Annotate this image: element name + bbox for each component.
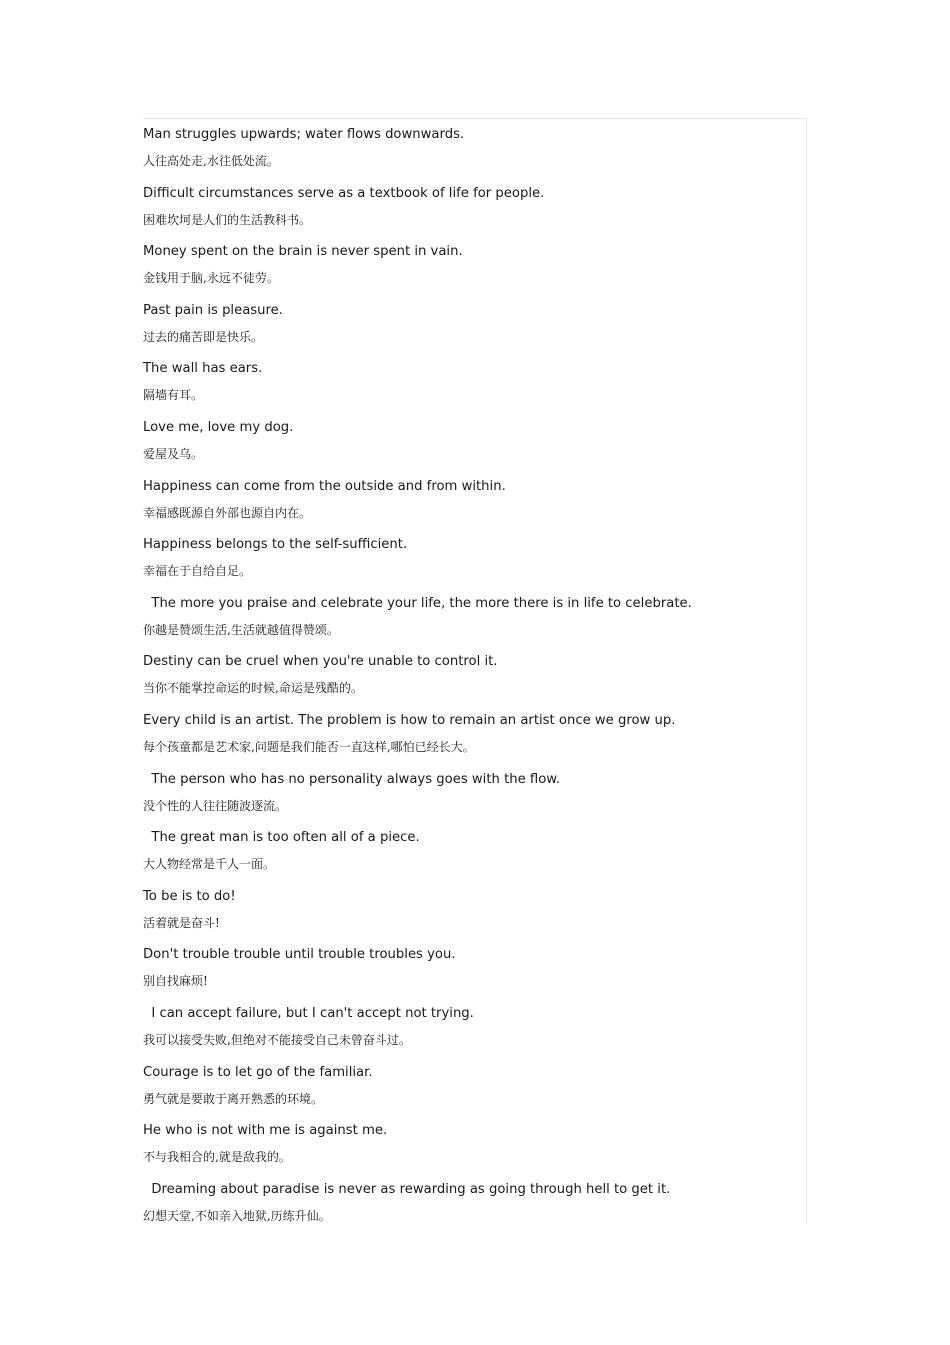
quote-english: Happiness can come from the outside and from within. — [143, 478, 506, 494]
quote-english: To be is to do! — [143, 888, 236, 904]
quote-chinese: 爱屋及乌。 — [143, 446, 204, 461]
quote-english: Courage is to let go of the familiar. — [143, 1064, 373, 1080]
quote-entry — [143, 419, 805, 478]
quote-english: He who is not with me is against me. — [143, 1123, 388, 1139]
quote-english: Don't trouble trouble until trouble troubles you. — [143, 947, 456, 963]
quote-chinese: 当你不能掌控命运的时候,命运是残酷的。 — [143, 681, 363, 696]
quote-chinese: 我可以接受失败,但绝对不能接受自己未曾奋斗过。 — [143, 1032, 411, 1047]
quote-entry — [143, 302, 805, 361]
quote-chinese: 勇气就是要敢于离开熟悉的环境。 — [143, 1091, 324, 1106]
quote-entry — [143, 712, 805, 771]
quote-entry — [143, 478, 805, 537]
quote-english: Every child is an artist. The problem is how to remain an artist once we grow up. — [143, 712, 676, 728]
quote-entry — [143, 888, 805, 947]
quote-entry — [143, 1064, 805, 1123]
quote-chinese: 人往高处走,水往低处流。 — [143, 154, 279, 168]
quote-english: Love me, love my dog. — [143, 419, 294, 435]
quote-chinese: 大人物经常是千人一面。 — [143, 857, 276, 872]
quote-chinese: 你越是赞颂生活,生活就越值得赞颂。 — [143, 622, 339, 637]
quote-english: The more you praise and celebrate your life, the more there is in life to celebrate. — [143, 595, 692, 611]
quote-chinese: 过去的痛苦即是快乐。 — [143, 329, 264, 344]
quote-chinese: 别自找麻烦! — [143, 974, 208, 989]
quote-entry — [143, 243, 805, 302]
quote-english: Past pain is pleasure. — [143, 302, 283, 318]
quote-english: Happiness belongs to the self-sufficient. — [143, 537, 408, 553]
quote-chinese: 困难坎坷是人们的生活教科书。 — [143, 212, 312, 227]
quote-english: Dreaming about paradise is never as rewarding as going through hell to get it. — [143, 1181, 671, 1197]
quote-entry — [143, 1122, 805, 1181]
quote-chinese: 没个性的人往往随波逐流。 — [143, 798, 288, 813]
quote-english: Man struggles upwards; water flows downwards. — [143, 127, 465, 142]
quote-entry — [143, 360, 805, 419]
quote-entry — [143, 536, 805, 595]
quote-entry — [143, 595, 805, 654]
quote-entry — [143, 126, 805, 185]
quote-chinese: 幸福在于自给自足。 — [143, 564, 252, 579]
quote-english: Difficult circumstances serve as a textbook of life for people. — [143, 185, 545, 201]
quote-entry — [143, 946, 805, 1005]
quote-chinese: 隔墙有耳。 — [143, 388, 204, 403]
quote-entry — [143, 185, 805, 244]
quote-english: The person who has no personality always goes with the flow. — [143, 771, 561, 787]
quote-entry — [143, 829, 805, 888]
quote-list — [143, 126, 805, 1239]
quote-english: Money spent on the brain is never spent in vain. — [143, 244, 463, 260]
quote-entry — [143, 1005, 805, 1064]
quote-entry — [143, 771, 805, 830]
quote-entry — [143, 653, 805, 712]
quote-entry — [143, 1181, 805, 1240]
quote-chinese: 每个孩童都是艺术家,问题是我们能否一直这样,哪怕已经长大。 — [143, 739, 475, 754]
quote-chinese: 幻想天堂,不如亲入地狱,历练升仙。 — [143, 1208, 331, 1223]
quote-chinese: 幸福感既源自外部也源自内在。 — [143, 505, 312, 520]
quote-chinese: 活着就是奋斗! — [143, 915, 220, 930]
quote-english: The great man is too often all of a piece. — [143, 830, 420, 846]
quote-chinese: 不与我相合的,就是敌我的。 — [143, 1150, 291, 1165]
quote-chinese: 金钱用于脑,永远不徒劳。 — [143, 271, 279, 286]
quote-english: I can accept failure, but I can't accept not trying. — [143, 1005, 474, 1021]
quote-english: Destiny can be cruel when you're unable to control it. — [143, 654, 498, 670]
quote-english: The wall has ears. — [143, 361, 263, 377]
